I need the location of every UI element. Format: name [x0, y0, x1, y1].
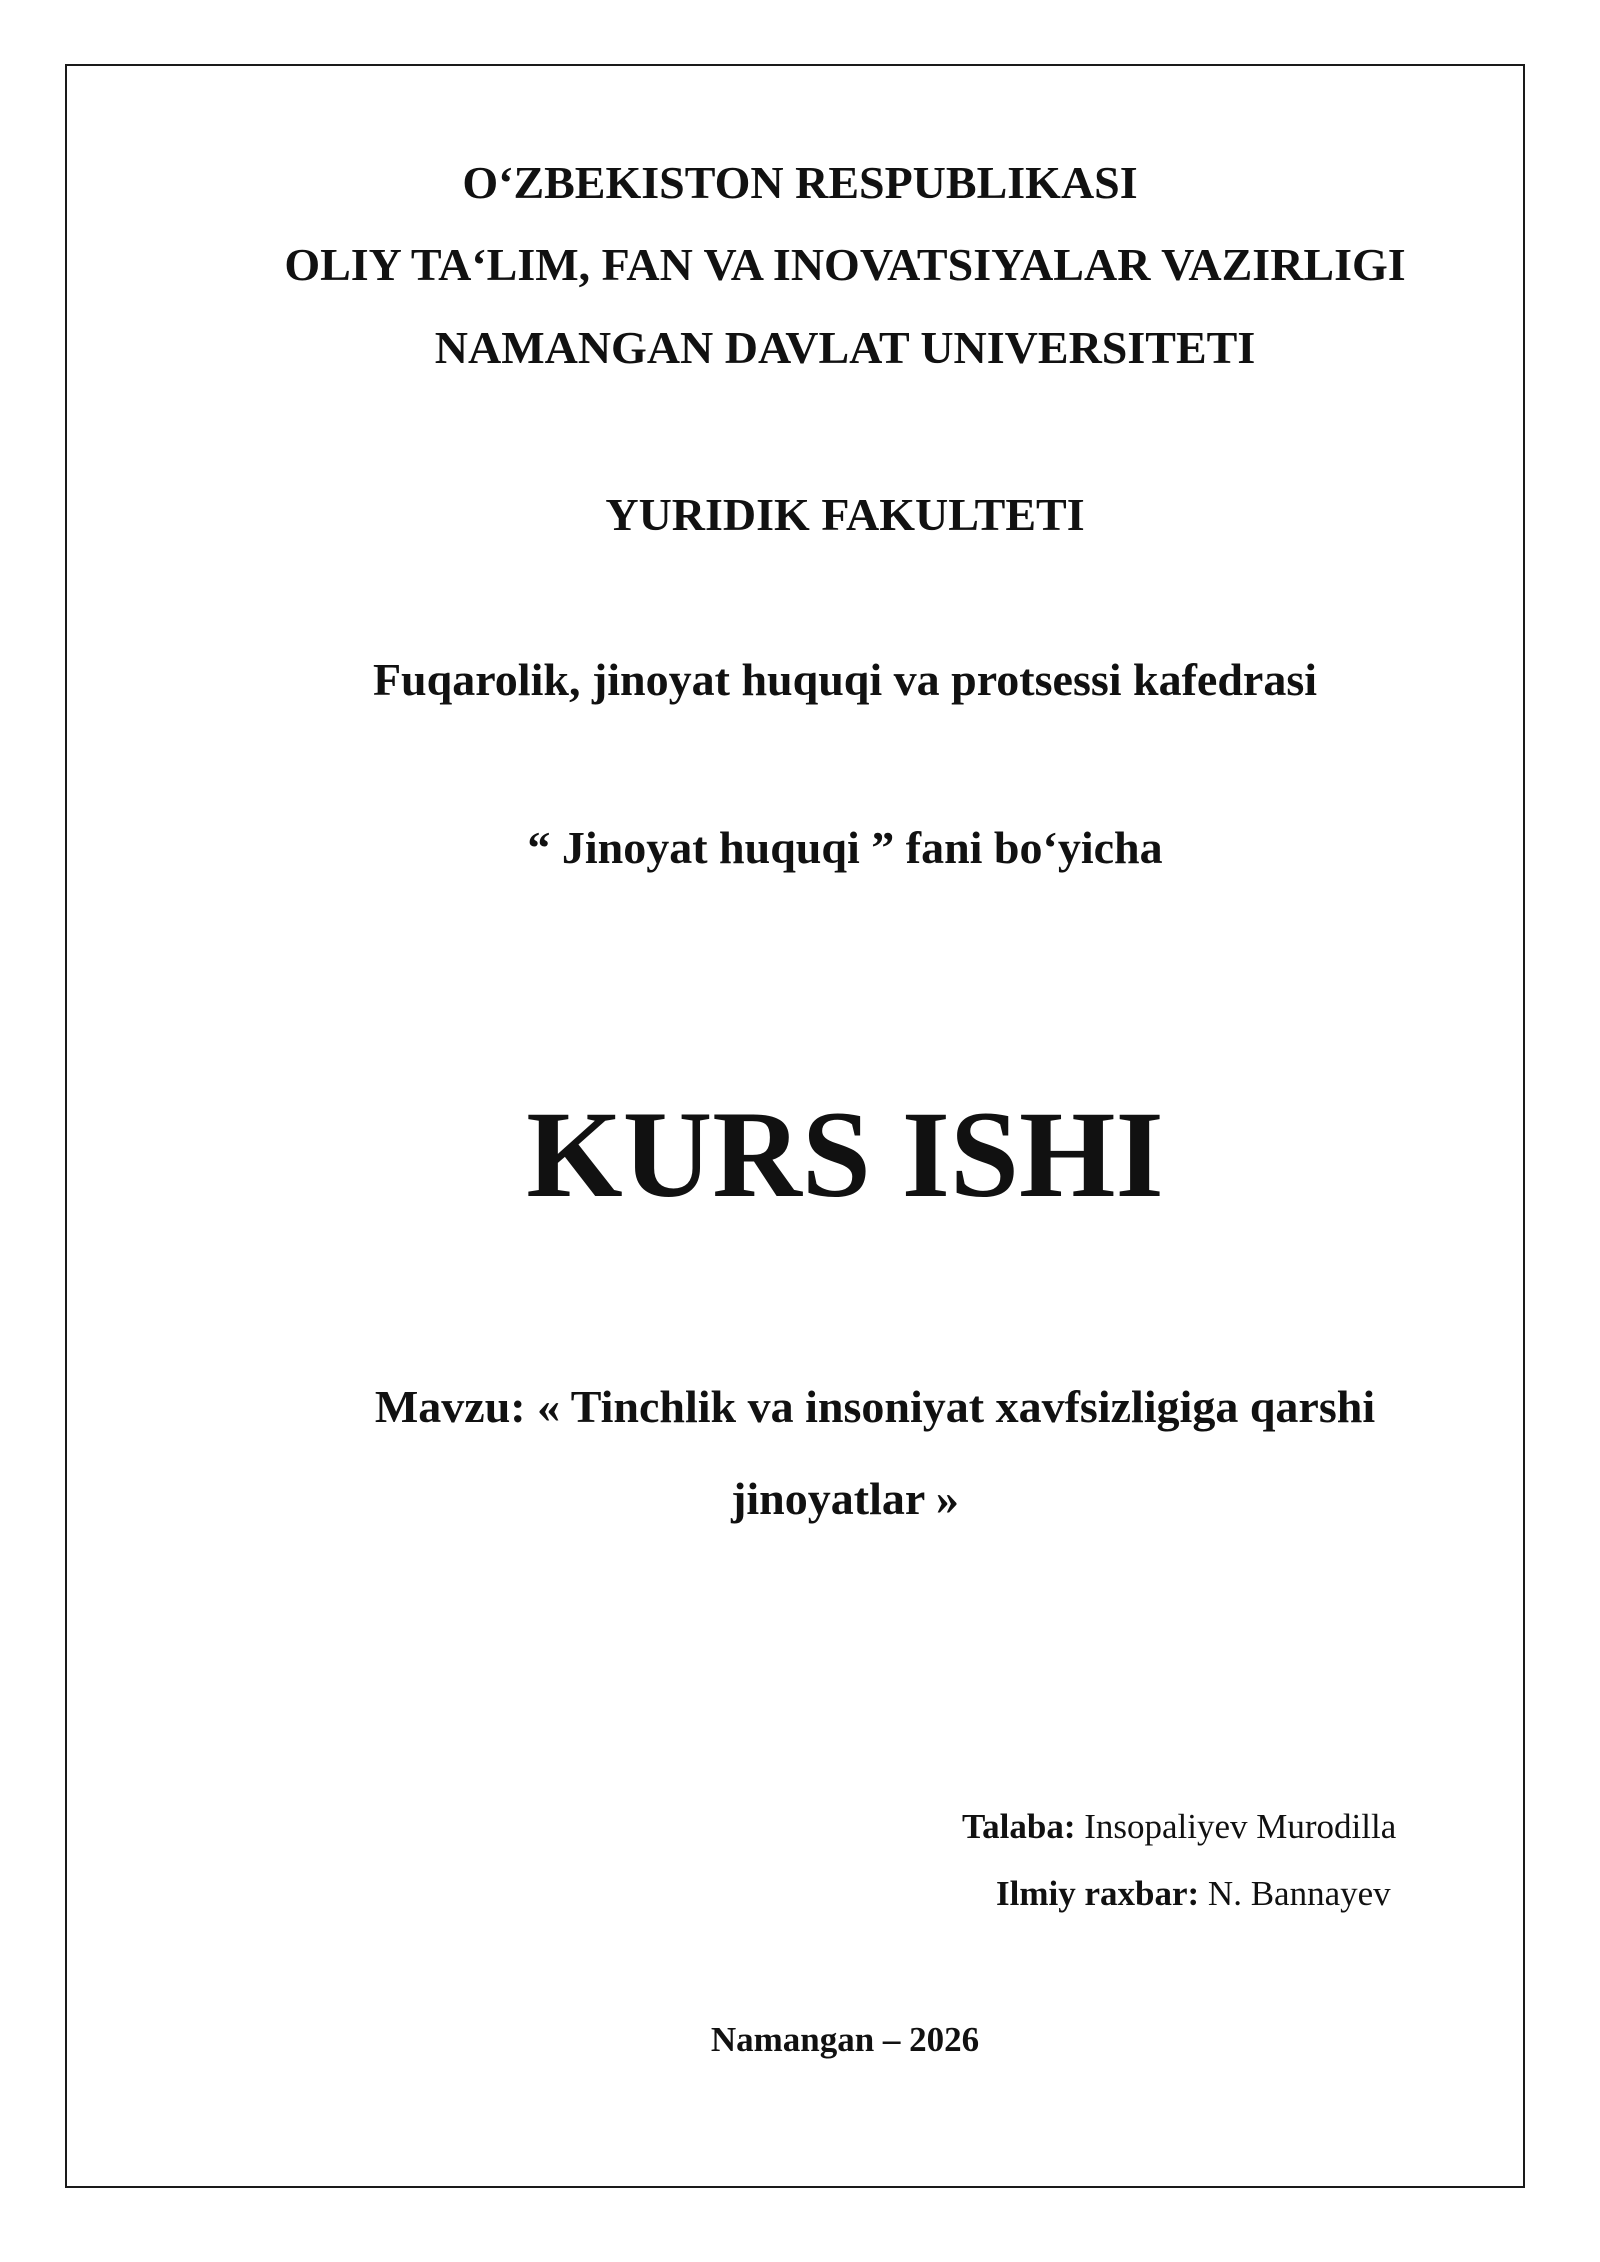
ministry-heading: OLIY TA‘LIM, FAN VA INOVATSIYALAR VAZIRLIGI: [284, 239, 1406, 290]
department-heading: Fuqarolik, jinoyat huquqi va protsessi kafedrasi: [372, 654, 1318, 705]
topic-line-1: Mavzu: « Tinchlik va insoniyat xavfsizligiga qarshi: [374, 1381, 1376, 1432]
topic-line-2: jinoyatlar »: [731, 1473, 959, 1524]
university-heading: NAMANGAN DAVLAT UNIVERSITETI: [434, 322, 1256, 373]
country-heading: O‘ZBEKISTON RESPUBLIKASI: [462, 157, 1138, 208]
subject-heading: “ Jinoyat huquqi ” fani bo‘yicha: [527, 822, 1163, 873]
faculty-heading: YURIDIK FAKULTETI: [605, 489, 1085, 540]
advisor-name: N. Bannayev: [1207, 1874, 1391, 1913]
student-info: [962, 1805, 1396, 1849]
city-year-footer: Namangan – 2026: [710, 2020, 980, 2059]
student-label: Talaba:: [962, 1807, 1076, 1846]
advisor-info: [996, 1872, 1391, 1916]
advisor-label: Ilmiy raxbar:: [996, 1874, 1200, 1913]
student-name: Insopaliyev Murodilla: [1084, 1807, 1397, 1846]
document-title: KURS ISHI: [526, 1086, 1164, 1223]
